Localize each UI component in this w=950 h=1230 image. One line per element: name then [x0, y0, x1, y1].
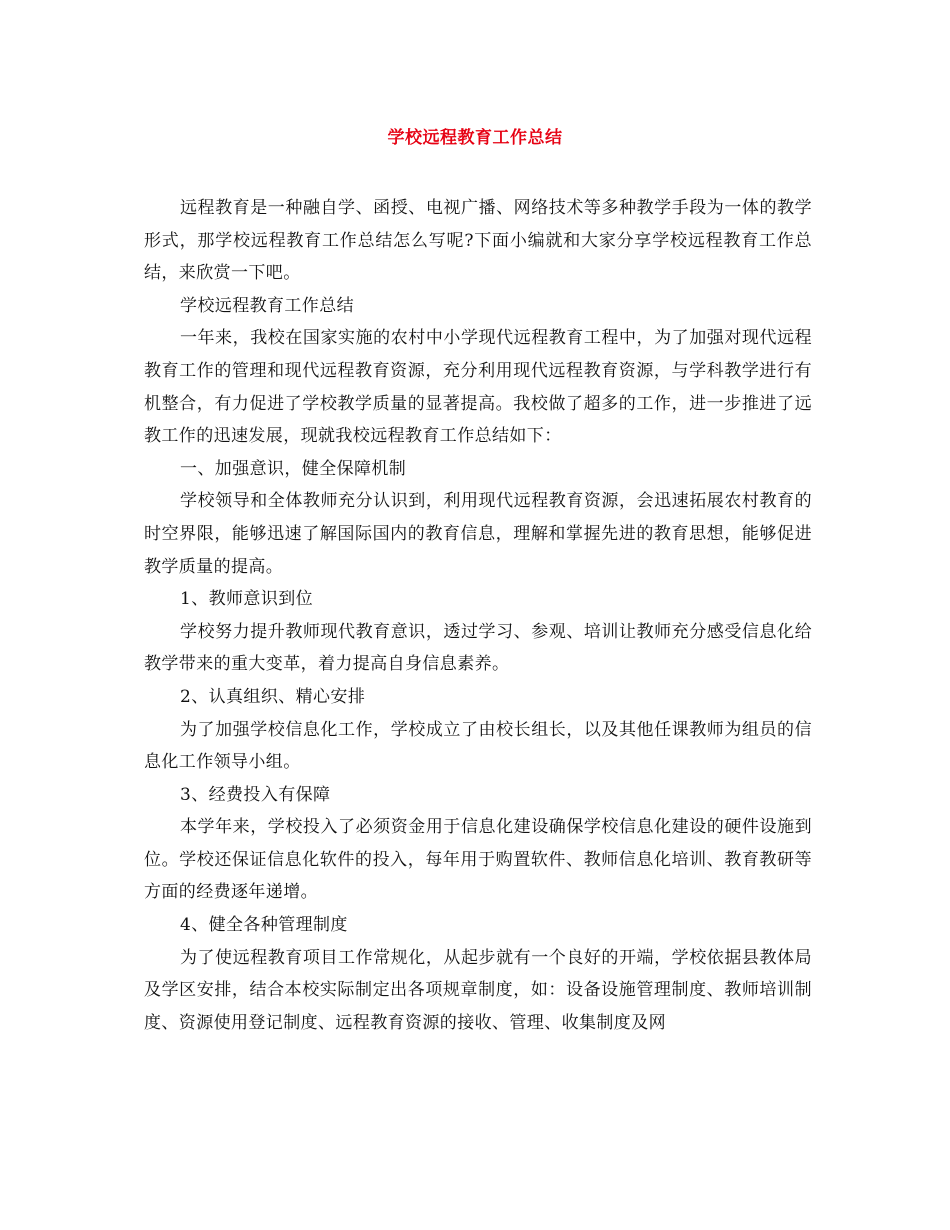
subheading-2: 2、认真组织、精心安排: [180, 686, 366, 707]
subheading-3: 3、经费投入有保障: [180, 784, 331, 805]
paragraph-overview: 一年来，我校在国家实施的农村中小学现代远程教育工程中，为了加强对现代远程教育工作的管理和现代远程教育资源，充分利用现代远程教育资源，与学科教学进行有机整合，有力促进了学校教学质量的显著提高。我校做了超多的工作，进一步推进了远教工作的迅速发展，现就我校远程教育工作总结如下：: [144, 328, 812, 447]
paragraph-section-1: 学校领导和全体教师充分认识到，利用现代远程教育资源，会迅速拓展农村教育的时空界限，能够迅速了解国际国内的教育信息，理解和掌握先进的教育思想，能够促进教学质量的提高。: [144, 491, 812, 577]
paragraph-subsection-4: 为了使远程教育项目工作常规化，从起步就有一个良好的开端，学校依据县教体局及学区安排，结合本校实际制定出各项规章制度，如：设备设施管理制度、教师培训制度、资源使用登记制度、远程教育资源的接收、管理、收集制度及网: [144, 947, 812, 1033]
subheading-4: 4、健全各种管理制度: [180, 915, 348, 936]
paragraph-subtitle: 学校远程教育工作总结: [180, 295, 354, 316]
paragraph-subsection-2: 为了加强学校信息化工作，学校成立了由校长组长，以及其他任课教师为组员的信息化工作领导小组。: [144, 719, 812, 773]
subheading-1: 1、教师意识到位: [180, 589, 314, 610]
paragraph-intro: 远程教育是一种融自学、函授、电视广播、网络技术等多种教学手段为一体的教学形式，那学校远程教育工作总结怎么写呢?下面小编就和大家分享学校远程教育工作总结，来欣赏一下吧。: [144, 198, 812, 284]
document-title: 学校远程教育工作总结: [387, 128, 563, 148]
document-body: [144, 192, 812, 1039]
paragraph-subsection-1: 学校努力提升教师现代教育意识，透过学习、参观、培训让教师充分感受信息化给教学带来的重大变革，着力提高自身信息素养。: [144, 621, 812, 675]
section-heading-1: 一、加强意识，健全保障机制: [180, 458, 407, 479]
paragraph-subsection-3: 本学年来，学校投入了必须资金用于信息化建设确保学校信息化建设的硬件设施到位。学校还保证信息化软件的投入，每年用于购置软件、教师信息化培训、教育教研等方面的经费逐年递增。: [144, 817, 812, 903]
